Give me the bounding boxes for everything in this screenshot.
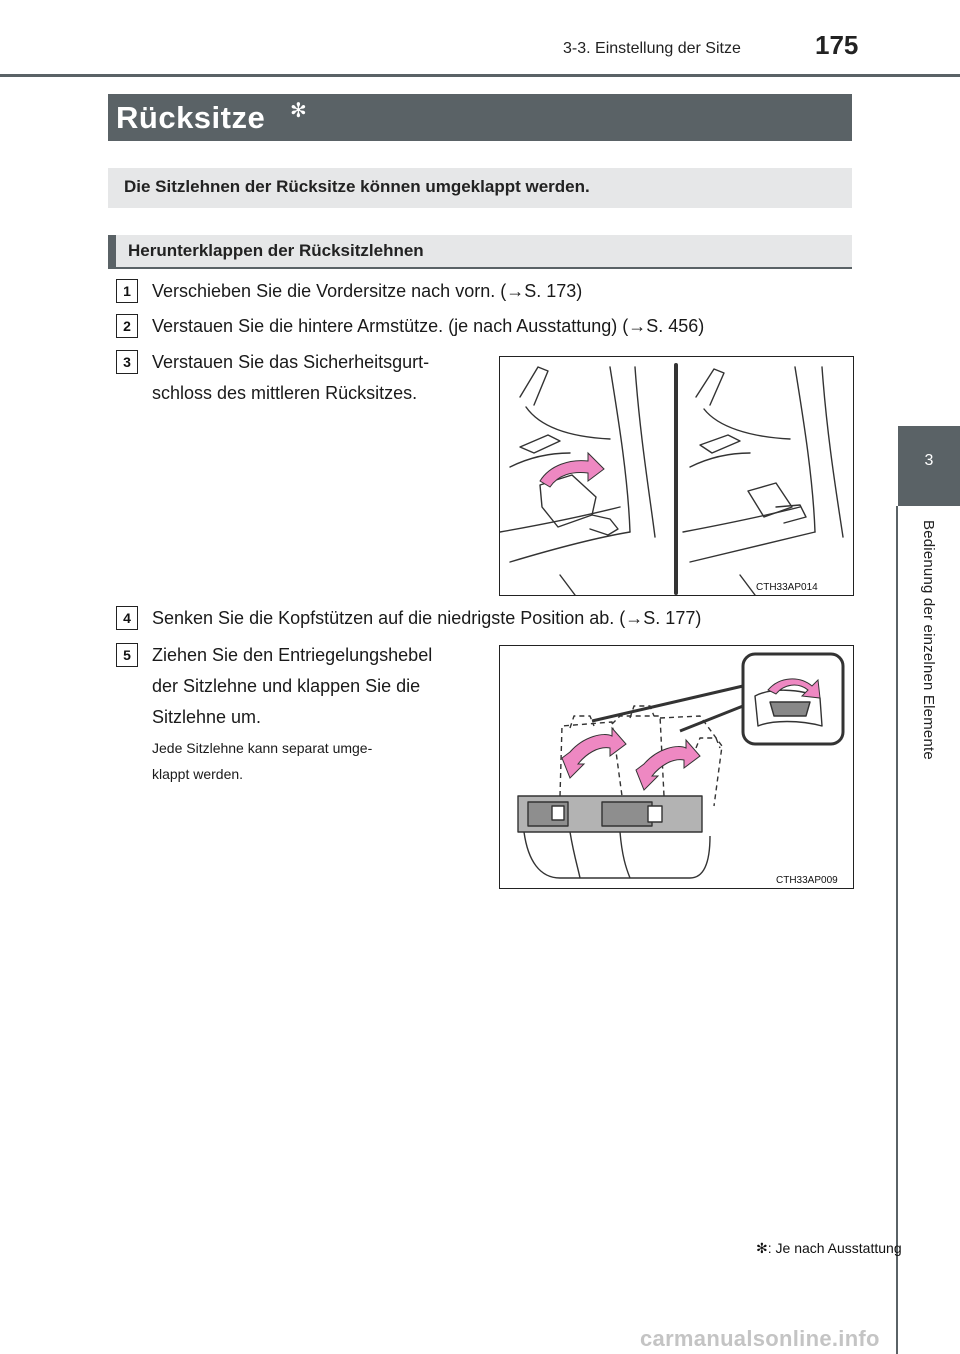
section-heading: 3-3. Einstellung der Sitze bbox=[563, 40, 741, 57]
rotate-arrow-icon bbox=[540, 453, 604, 487]
chapter-tab bbox=[898, 426, 960, 506]
step-text-4: Senken Sie die Kopfstützen auf die niedrigste Position ab. (→S. 177) bbox=[152, 608, 702, 628]
seatbelt-buckle-illustration bbox=[500, 357, 853, 595]
subheading-bar bbox=[108, 235, 852, 269]
footnote bbox=[756, 1240, 902, 1257]
lever-pull-arrow-icon bbox=[768, 679, 820, 698]
footnote-text: : Je nach Ausstattung bbox=[767, 1240, 902, 1256]
fold-arrow-right-icon bbox=[636, 740, 700, 790]
seatback-fold-illustration bbox=[500, 646, 853, 888]
figure-seatbelt-buckle bbox=[499, 356, 854, 596]
asterisk-icon: ✻ bbox=[756, 1240, 768, 1256]
step-text-3-line-2: schloss des mittleren Rücksitzes. bbox=[152, 383, 418, 403]
page-title: Rücksitze bbox=[116, 100, 266, 135]
page-title-bar bbox=[108, 94, 852, 141]
header-rule bbox=[0, 74, 960, 77]
step-number-2: 2 bbox=[116, 314, 138, 338]
fold-arrow-left-icon bbox=[562, 728, 626, 778]
watermark: carmanualsonline.info bbox=[640, 1326, 880, 1351]
subheading: Herunterklappen der Rücksitzlehnen bbox=[128, 241, 424, 260]
step-text-5-line-1: Ziehen Sie den Entriegelungshebel bbox=[152, 645, 433, 665]
step-note-5-line-1: Jede Sitzlehne kann separat umge- bbox=[152, 740, 373, 756]
asterisk-icon: ✻ bbox=[290, 100, 307, 122]
step-number-4: 4 bbox=[116, 606, 138, 630]
step-note-5-line-2: klappt werden. bbox=[152, 766, 244, 782]
step-number-3: 3 bbox=[116, 350, 138, 374]
page-number: 175 bbox=[815, 30, 859, 60]
intro-text: Die Sitzlehnen der Rücksitze können umgeklappt werden. bbox=[124, 177, 590, 196]
step-number-1: 1 bbox=[116, 279, 138, 303]
step-text-5-line-2: der Sitzlehne und klappen Sie die bbox=[152, 676, 421, 696]
step-number-5: 5 bbox=[116, 643, 138, 667]
figure-seatback-fold bbox=[499, 645, 854, 889]
step-text-2: Verstauen Sie die hintere Armstütze. (je nach Ausstattung) (→S. 456) bbox=[152, 316, 705, 336]
intro-box bbox=[108, 168, 852, 208]
step-text-3-line-1: Verstauen Sie das Sicherheitsgurt- bbox=[152, 352, 430, 372]
chapter-title: Bedienung der einzelnen Elemente bbox=[920, 520, 937, 760]
step-text-1: Verschieben Sie die Vordersitze nach vorn. (→S. 173) bbox=[152, 281, 583, 301]
figure-code-1: CTH33AP014 bbox=[756, 582, 818, 593]
chapter-number: 3 bbox=[924, 452, 934, 469]
subheading-accent bbox=[108, 235, 116, 269]
figure-code-2: CTH33AP009 bbox=[776, 875, 838, 886]
step-text-5-line-3: Sitzlehne um. bbox=[152, 707, 262, 727]
